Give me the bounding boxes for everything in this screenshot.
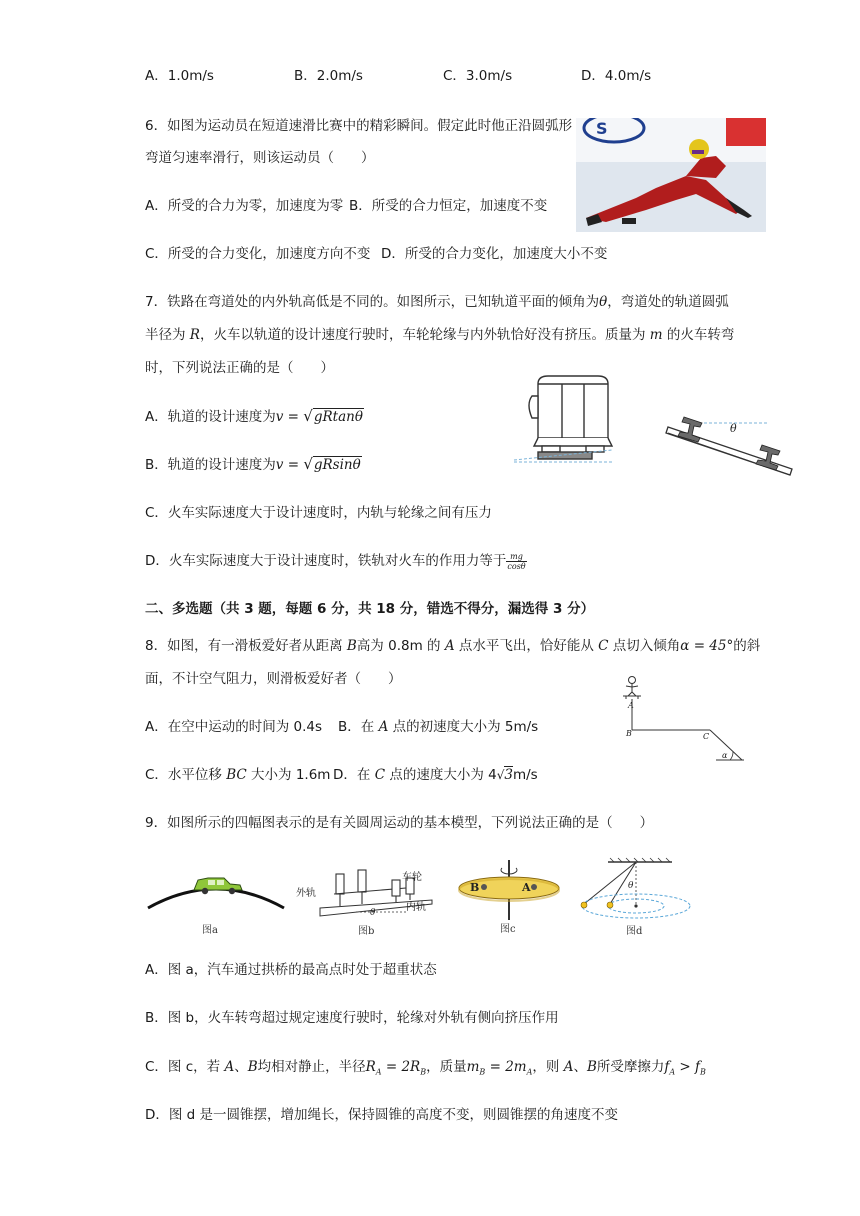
q9-option-d: D．图 d 是一圆锥摆，增加绳长，保持圆锥的高度不变，则圆锥摆的角速度不变 [145,1107,619,1123]
q8-option-c-a: C．水平位移 [145,767,227,783]
q7-line2c: 的火车转弯 [662,327,735,343]
q5-option-c: C．3.0m/s [443,68,513,84]
figure-c-turntable [452,858,562,940]
q6-option-c: C．所受的合力变化，加速度方向不变 [145,246,371,262]
q7-option-a: A．轨道的设计速度为v = √gRtanθ [145,407,363,425]
q8-option-b-a: B．在 [338,719,379,735]
q9-option-c [145,1057,706,1083]
skateboard-slope-figure [612,674,746,766]
label-b: B [626,729,632,738]
q9-option-c-b: 、 [234,1059,248,1075]
q8-option-b [338,717,538,737]
radius-symbol: R [189,327,200,343]
q7-stem-line3: 时，下列说法正确的是（ ） [145,360,334,376]
alpha-value: α = 45° [680,638,734,654]
q7-line1b: ，弯道处的轨道圆弧 [607,294,729,310]
mass-symbol: m [649,327,663,343]
q7-option-b-text: B．轨道的设计速度为 [145,457,276,473]
c-symbol: C [598,638,609,654]
rail-incline-figure [664,405,798,477]
q8-line1a: 8．如图，有一滑板爱好者从距离 [145,638,347,654]
q7-option-b-formula: gRsinθ [313,457,361,473]
label-a: A [522,881,531,894]
q6-option-a: A．所受的合力为零，加速度为零 [145,198,344,214]
q7-line1a: 7．铁路在弯道处的内外轨高低是不同的。如图所示，已知轨道平面的倾角为 [145,294,600,310]
label-inner-rail: 内轨 [406,902,426,913]
q8-line1c: 点水平飞出，恰好能从 [454,638,599,654]
v-symbol: v [275,457,284,473]
q5-option-a: A．1.0m/s [145,68,214,84]
q8-option-d-b: 点的速度大小为 4 [385,767,497,783]
v-symbol: v [275,409,284,425]
q9-option-c-e: ，则 [532,1059,564,1075]
label-outer-rail: 外轨 [296,888,316,899]
caption-b: 图b [358,926,375,937]
q9-stem: 9．如图所示的四幅图表示的是有关圆周运动的基本模型，下列说法正确的是（ ） [145,815,654,831]
q9-option-c-c: 均相对静止，半径 [257,1059,366,1075]
figure-a-arch-bridge [146,858,286,940]
theta-label: θ [730,422,737,435]
bc-symbol: BC [226,767,247,783]
q8-option-d-c: m/s [512,767,538,783]
q9-option-a: A．图 a，汽车通过拱桥的最高点时处于超重状态 [145,962,437,978]
fraction-numerator: mg [506,552,526,562]
b-symbol: B [346,638,357,654]
q8-line1b: 高为 0.8m 的 [356,638,445,654]
section-2-heading: 二、多选题（共 3 题，每题 6 分，共 18 分，错选不得分，漏选得 3 分） [145,601,595,617]
q7-option-d [145,551,527,571]
sqrt-radicand: 3 [504,767,513,783]
friction-relation: $f_A > f_B$ [664,1059,706,1077]
q6-stem-line2: 弯道匀速率滑行，则该运动员（ ） [145,150,375,166]
q7-option-a-text: A．轨道的设计速度为 [145,409,276,425]
q6-stem-line1: 6．如图为运动员在短道速滑比赛中的精彩瞬间。假定此时他正沿圆弧形 [145,118,573,134]
q7-line2a: 半径为 [145,327,190,343]
q9-option-c-d: ，质量 [426,1059,467,1075]
theta-label: θ [628,881,634,891]
caption-a: 图a [202,925,218,936]
q7-stem-line2 [145,325,734,345]
q9-option-b: B．图 b，火车转弯超过规定速度行驶时，轮缘对外轨有侧向挤压作用 [145,1010,559,1026]
c-symbol: C [374,767,386,783]
caption-d: 图d [626,926,643,937]
q7-option-d-text: D．火车实际速度大于设计速度时，铁轨对火车的作用力等于 [145,553,507,569]
fraction-denominator: cosθ [507,561,526,571]
q7-stem-line1 [145,292,729,312]
speed-skater-photo [576,118,766,232]
q9-option-c-a: C．图 c，若 [145,1059,225,1075]
q7-option-c: C．火车实际速度大于设计速度时，内轨与轮缘之间有压力 [145,505,492,521]
q9-option-c-sep: 、 [573,1059,587,1075]
label-a: A [628,701,634,710]
q8-option-c [145,765,330,785]
q5-option-b: B．2.0m/s [294,68,363,84]
q6-option-d: D．所受的合力变化，加速度大小不变 [381,246,608,262]
q7-option-a-formula: gRtanθ [313,409,363,425]
label-alpha: α [722,751,728,760]
q8-option-c-b: 大小为 1.6m [246,767,331,783]
theta-label: θ [370,908,376,918]
q8-line1d: 点切入倾角 [608,638,681,654]
train-front-figure [508,372,616,468]
q7-line2b: ，火车以轨道的设计速度行驶时，车轮轮缘与内外轨恰好没有挤压。质量为 [199,327,650,343]
q8-option-a: A．在空中运动的时间为 0.4s [145,719,323,735]
q9-option-c-f: 所受摩擦力 [596,1059,665,1075]
q6-option-b: B．所受的合力恒定，加速度不变 [349,198,548,214]
q7-option-b: B．轨道的设计速度为v = √gRsinθ [145,455,361,473]
mass-relation: $m_B = 2m_A$ [466,1059,533,1077]
a-symbol: A [378,719,389,735]
a-symbol: A [444,638,455,654]
label-wheel: 车轮 [402,872,422,883]
svg-text:S: S [596,119,608,138]
a-symbol: A [224,1059,235,1075]
a-symbol: A [563,1059,574,1075]
theta-symbol: θ [599,294,608,310]
label-b: B [470,881,480,894]
caption-c: 图c [500,924,516,935]
q8-option-d: D．在 C 点的速度大小为 4√3m/s [333,767,538,783]
q8-option-d-a: D．在 [333,767,375,783]
q8-stem-line2: 面，不计空气阻力，则滑板爱好者（ ） [145,671,402,687]
radius-relation: $R_A = 2R_B$ [365,1059,427,1077]
label-c: C [703,732,710,741]
figure-b-rail-wheel [296,860,438,940]
q8-option-b-b: 点的初速度大小为 5m/s [388,719,539,735]
q8-line1e: 的斜 [733,638,761,654]
mg-over-cos-fraction [506,552,526,571]
q8-stem-line1 [145,636,760,656]
q5-option-d: D．4.0m/s [581,68,652,84]
b-symbol: B [586,1059,597,1075]
b-symbol: B [247,1059,258,1075]
figure-d-conical-pendulum [574,856,692,940]
